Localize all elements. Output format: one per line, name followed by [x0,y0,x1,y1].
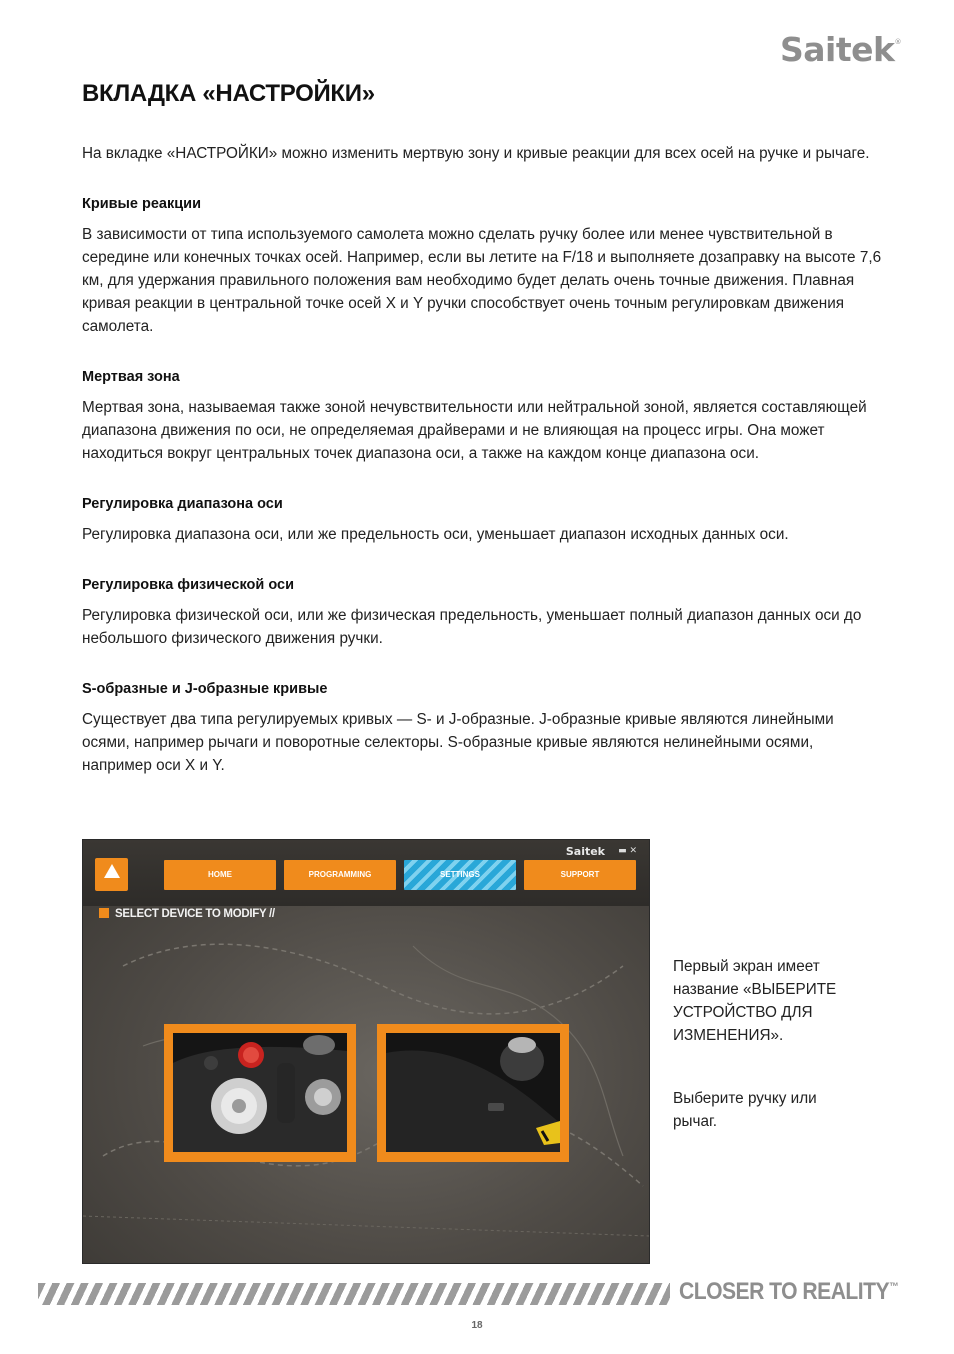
main-content [82,142,882,806]
tab-settings[interactable]: SETTINGS [404,860,516,890]
tagline-text: CLOSER TO REALITY [679,1278,890,1305]
saitek-logo [780,30,901,69]
section-heading: Регулировка диапазона оси [82,496,283,512]
tab-programming[interactable]: PROGRAMMING [284,860,396,890]
footer-stripes [38,1283,670,1305]
select-device-text: SELECT DEVICE TO MODIFY // [115,908,275,920]
section-text: Существует два типа регулируемых кривых — S- и J-образные. J-образные кривые являются линейными осями, например рычаги и поворотные селекторы. S-образные кривые являются нелинейными осями, например оси X и Y. [82,711,834,774]
section-response-curves [82,194,882,338]
section-s-j-curves [82,679,882,777]
section-dead-zone [82,367,882,465]
app-brand: Saitek [565,845,605,858]
select-device-label [99,908,275,920]
intro-paragraph: На вкладке «НАСТРОЙКИ» можно изменить мертвую зону и кривые реакции для всех осей на ручке и рычаге. [82,145,870,162]
section-heading: S-образные и J-образные кривые [82,681,328,697]
section-text: Мертвая зона, называемая также зоной нечувствительности или нейтральной зоной, является составляющей диапазона движения по оси, не определяемая драйверами и не влияющая на процесс игры. Она может находиться вокруг центральных точек диапазона оси, а также на каждом конце диапазона оси. [82,399,867,462]
logo-text: Saitek [780,30,895,69]
stick-illustration [173,1033,347,1152]
software-screenshot [82,839,650,1264]
section-heading: Кривые реакции [82,196,201,212]
throttle-illustration [386,1033,560,1152]
screenshot-caption-instruction: Выберите ручку или рычаг. [673,1090,817,1130]
checkbox-icon [99,908,109,918]
section-physical-axis [82,575,882,650]
section-text: Регулировка диапазона оси, или же предельность оси, уменьшает диапазон исходных данных оси. [82,526,789,543]
registered-mark: ® [894,38,901,46]
section-text: В зависимости от типа используемого самолета можно сделать ручку более или менее чувствительной в середине или конечных точках осей. Например, если вы летите на F/18 и выполняете дозаправку на высоте 7,6 км, для удержания правильного положения вам необходимо будет делать очень точные движения. Плавная кривая реакции в центральной точке осей X и Y ручки способствует очень точным регулировкам движения самолета. [82,226,882,335]
section-axis-range [82,494,882,546]
page-number: 18 [471,1320,483,1331]
section-heading: Регулировка физической оси [82,577,294,593]
tab-home[interactable]: HOME [164,860,276,890]
section-heading: Мертвая зона [82,369,180,385]
throttle-image [386,1033,560,1152]
device-throttle-card[interactable] [377,1024,569,1162]
tab-support[interactable]: SUPPORT [524,860,636,890]
app-badge-icon [95,858,128,891]
stick-image [173,1033,347,1152]
device-stick-card[interactable] [164,1024,356,1162]
section-text: Регулировка физической оси, или же физическая предельность, уменьшает полный диапазон данных оси до небольшого физического движения ручки. [82,607,862,647]
footer-tagline [679,1278,898,1306]
page-title: ВКЛАДКА «НАСТРОЙКИ» [82,80,375,107]
trademark-mark: ™ [889,1281,899,1293]
window-controls[interactable]: ▬ ✕ [618,846,637,856]
screenshot-caption: Первый экран имеет название «ВЫБЕРИТЕ УСТРОЙСТВО ДЛЯ ИЗМЕНЕНИЯ». [673,958,837,1044]
